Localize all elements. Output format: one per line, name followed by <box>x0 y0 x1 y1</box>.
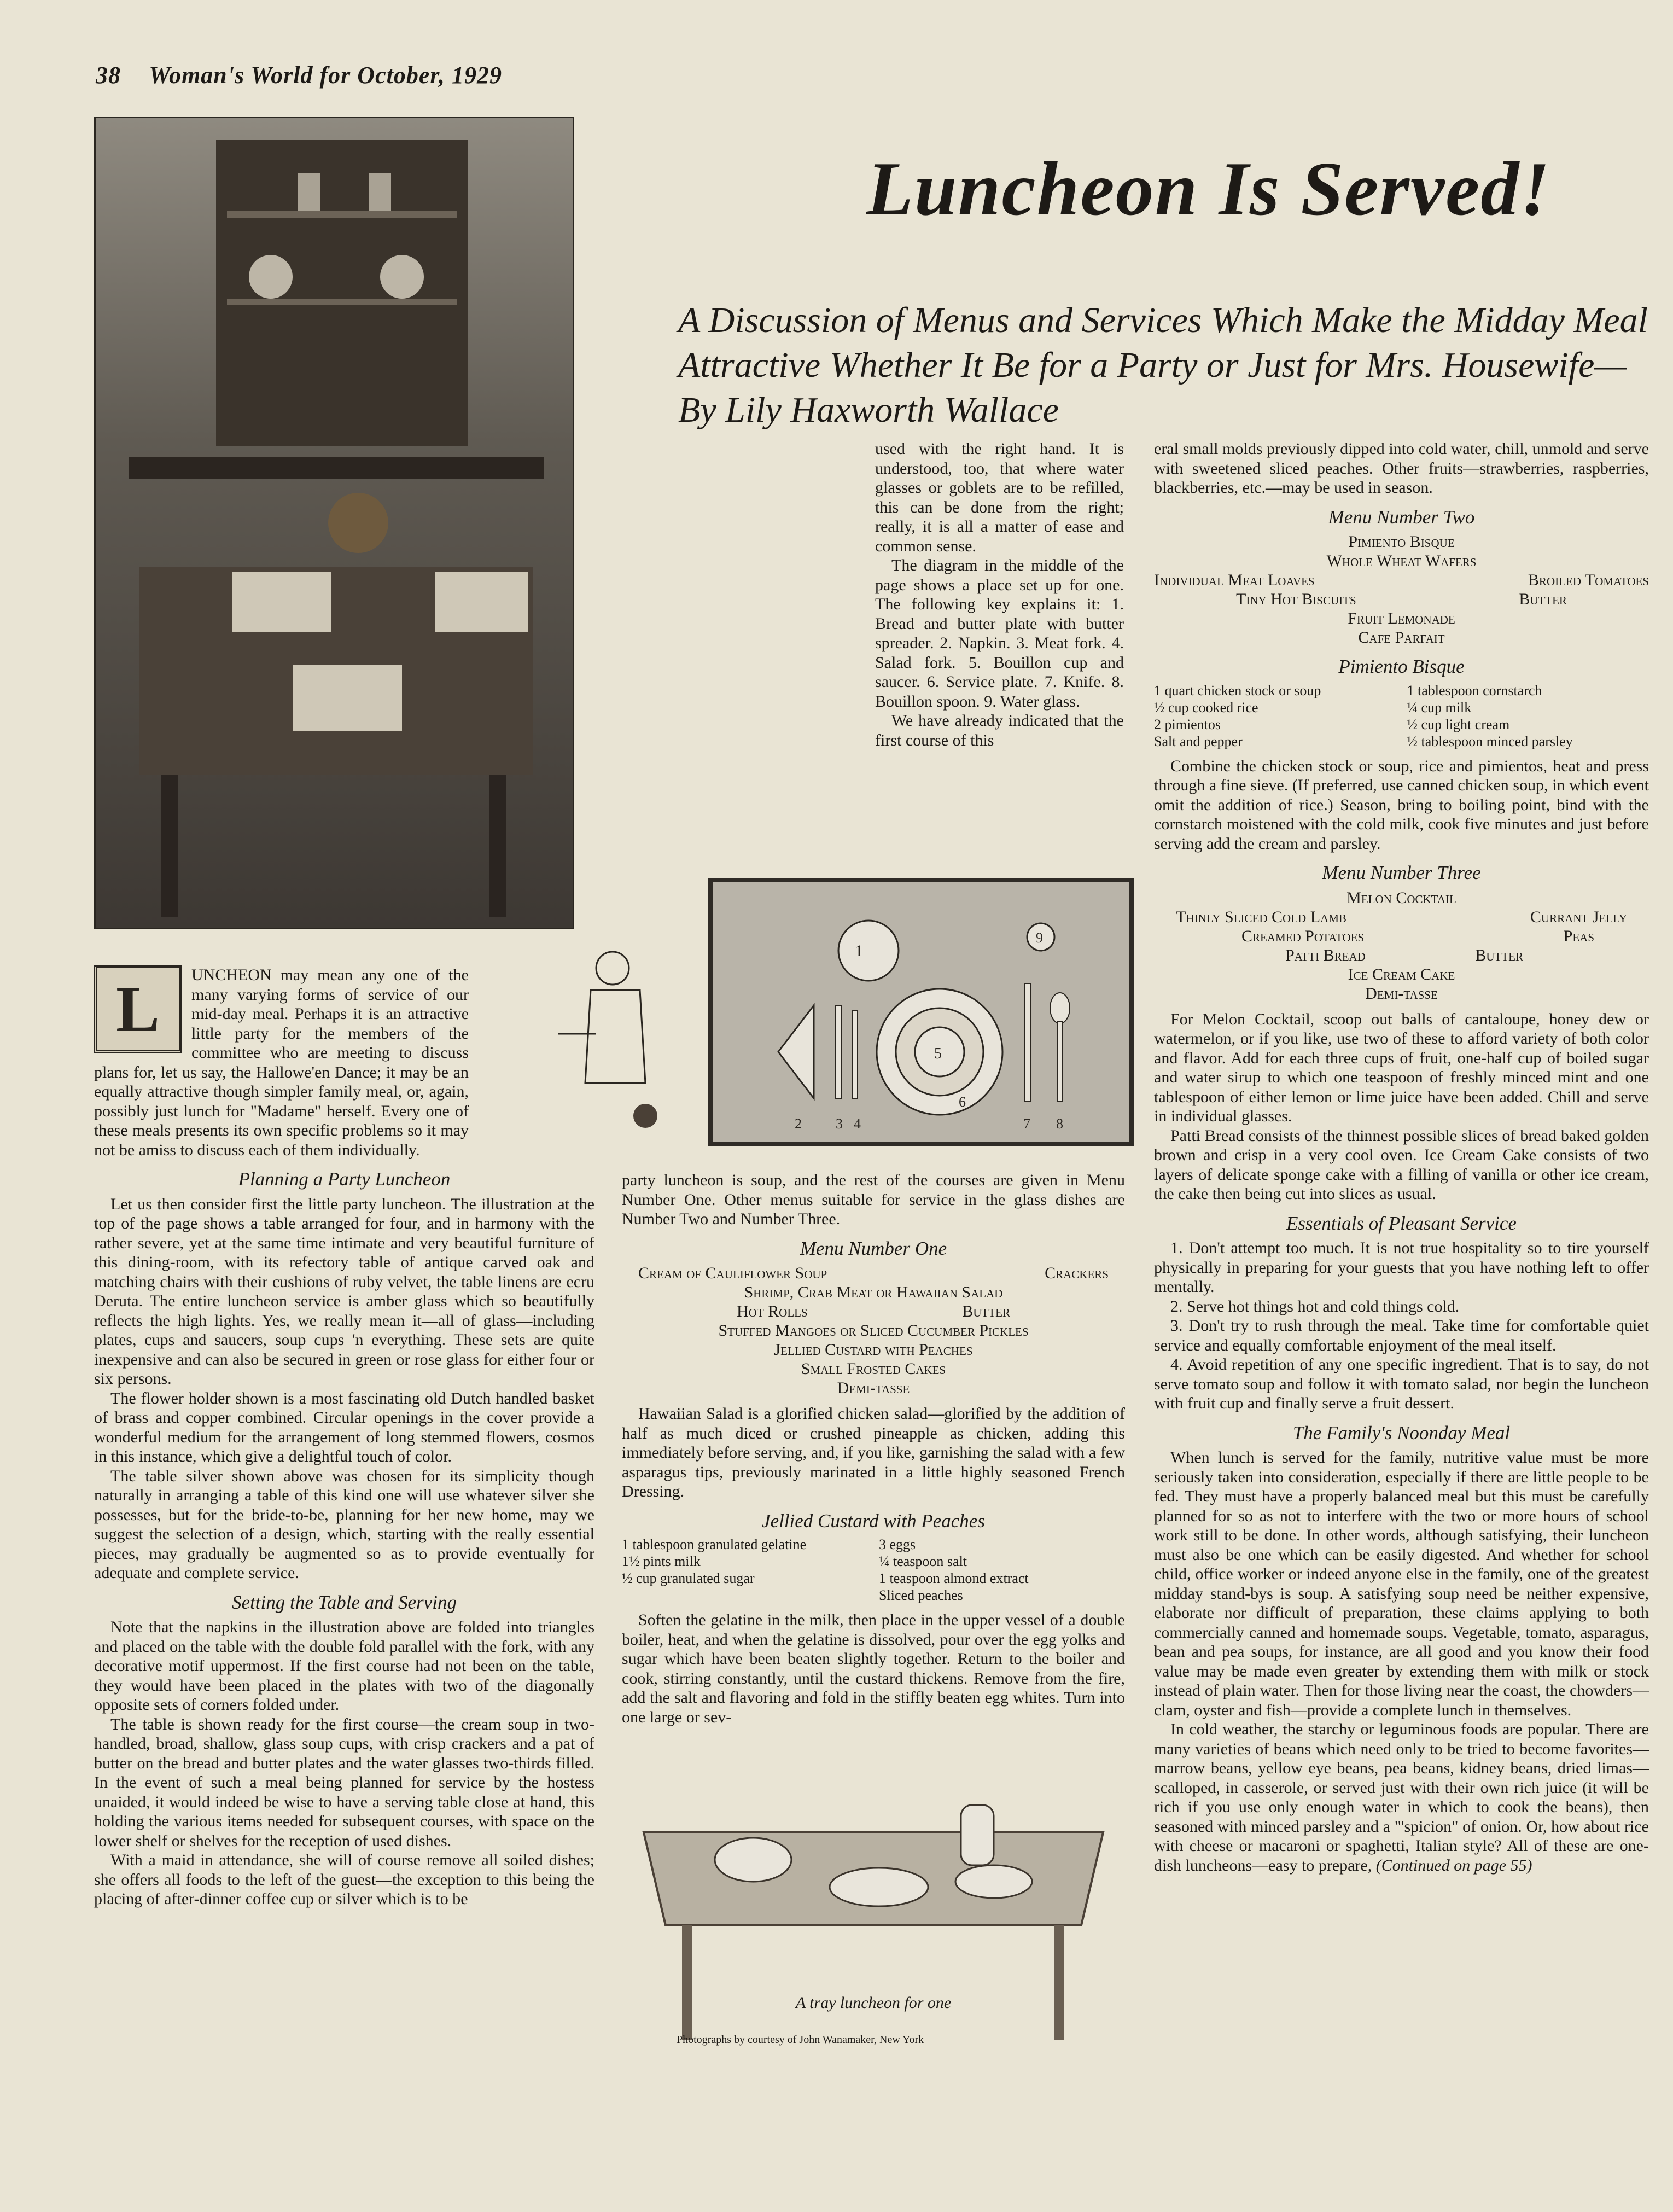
heading-party-luncheon: Planning a Party Luncheon <box>238 1168 451 1190</box>
bisque-ingredients <box>1154 682 1649 750</box>
menu-item: Cafe Parfait <box>1358 628 1445 647</box>
intro-paragraph: UNCHEON may mean any one of the many varying forms of service of our mid-day meal. Perhaps it is an attractive little party for the members of the committee who are meeting to discuss plans for, let us say, the Hallowe'en Dance; it may be an equally attractive though simpler family meal, or, again, possibly just lunch for "Madame" herself. Every one of these meals presents its own specific problems so it may not be amiss to discuss each of them individually. <box>94 966 469 1159</box>
paragraph: eral small molds previously dipped into cold water, chill, unmold and serve with sweetened sliced peaches. Other fruits—strawberries, raspberries, blackberries, etc.—may be used in season. <box>1154 440 1649 497</box>
menu-one <box>622 1264 1125 1398</box>
paragraph: The diagram in the middle of the page shows a place set up for one. The following key explains it: 1. Bread and butter plate with butter spreader. 2. Napkin. 3. Meat fork. 4. Salad fork. 5. Bouillon cup and saucer. 6. Service plate. 7. Knife. 8. Bouillon spoon. 9. Water glass. <box>875 556 1124 711</box>
menu-item: Whole Wheat Wafers <box>1326 552 1477 570</box>
paragraph: Note that the napkins in the illustration above are folded into triangles and placed on the table with the double fold parallel with the fork, with any decorative motif uppermost. If the first course had not been on the table, they would have been placed in the plates with two of the diagonally opposite sets of corners folded under. <box>94 1618 594 1714</box>
menu-item: Butter <box>962 1302 1010 1320</box>
paragraph: The flower holder shown is a most fascinating old Dutch handled basket of brass and copper combined. Circular openings in the cover provide a wonderful medium for the arrangement of long stemmed flowers, cosmos in this instance, which give a delightful touch of color. <box>94 1389 594 1465</box>
paragraph: The table is shown ready for the first course—the cream soup in two-handled, broad, shallow, glass soup cups, with crisp crackers and a pat of butter on the bread and butter plates and the water glasses two-thirds filled. In the event of such a meal being planned for service by the hostess unaided, it would indeed be wise to have a serving table close at hand, this holding the various items needed for subsequent courses, with space on the lower shelf or shelves for the reception of used dishes. <box>94 1715 594 1850</box>
diagram-label: 5 <box>934 1045 942 1062</box>
paragraph <box>1154 1720 1649 1875</box>
paragraph: With a maid in attendance, she will of course remove all soiled dishes; she offers all foods to the left of the guest—the exception to this being the placing of after-dinner coffee cup or silver which is to be <box>94 1851 594 1908</box>
ingredient: ½ cup light cream <box>1407 716 1510 732</box>
ingredient: ½ cup granulated sugar <box>622 1570 755 1586</box>
tray-illustration <box>622 1800 1125 2051</box>
dining-room-photo <box>94 117 574 929</box>
menu-item: Pimiento Bisque <box>1348 533 1455 551</box>
photo-credit: Photographs by courtesy of John Wanamaker, New York <box>677 2034 924 2046</box>
heading-setting-table: Setting the Table and Serving <box>232 1591 457 1613</box>
paragraph: We have already indicated that the first course of this <box>875 712 1124 749</box>
ingredient: 1 quart chicken stock or soup <box>1154 682 1321 698</box>
menu-item: Ice Cream Cake <box>1348 965 1455 983</box>
menu-item: Currant Jelly <box>1530 907 1627 926</box>
magazine-name: Woman's World for October, 1929 <box>149 62 503 89</box>
heading-jellied-custard: Jellied Custard with Peaches <box>762 1510 985 1532</box>
ingredient: ¼ cup milk <box>1407 699 1472 715</box>
custard-ingredients <box>622 1536 1125 1604</box>
paragraph: 2. Serve hot things hot and cold things cold. <box>1170 1297 1460 1315</box>
page-header <box>96 61 502 89</box>
ingredient: 1 tablespoon granulated gelatine <box>622 1536 807 1552</box>
continued-note: (Continued on page 55) <box>1375 1856 1532 1875</box>
menu-item: Individual Meat Loaves <box>1154 571 1315 589</box>
ingredient: 1 teaspoon almond extract <box>879 1570 1029 1586</box>
menu-item: Butter <box>1475 946 1523 964</box>
place-setting-diagram <box>708 878 1134 1146</box>
paragraph: 4. Avoid repetition of any one specific ingredient. That is to say, do not serve tomato soup and follow it with tomato salad, nor begin the luncheon with fruit cup and finally serve a fruit dessert. <box>1154 1355 1649 1412</box>
column-1 <box>94 965 594 1909</box>
ingredient: Sliced peaches <box>879 1587 963 1603</box>
diagram-label: 4 <box>854 1116 861 1132</box>
page-number: 38 <box>96 62 121 89</box>
paragraph: Patti Bread consists of the thinnest possible slices of bread baked golden brown and crisp in a very cool oven. Ice Cream Cake consists of two layers of delicate sponge cake with a filling of vanilla or other ice cream, the cake then being cut into slices as usual. <box>1154 1126 1649 1203</box>
paragraph: party luncheon is soup, and the rest of the courses are given in Menu Number One. Other menus suitable for service in the glass dishes are Number Two and Number Three. <box>622 1171 1125 1228</box>
article-title: Luncheon Is Served! <box>866 147 1551 231</box>
menu-item: Jellied Custard with Peaches <box>774 1341 973 1359</box>
ingredient: ½ cup cooked rice <box>1154 699 1258 715</box>
diagram-label: 8 <box>1056 1116 1063 1132</box>
paragraph: Soften the gelatine in the milk, then place in the upper vessel of a double boiler, heat, and when the gelatine is dissolved, pour over the egg yolks and sugar which have been beaten slightly together. Return to the boiler and cook, stirring constantly, until the custard thickens. Remove from the fire, add the salt and flavoring and fold in the stiffly beaten egg whites. Turn into one large or sev- <box>622 1611 1125 1726</box>
menu-three <box>1154 888 1649 1003</box>
diagram-label: 1 <box>855 942 863 960</box>
menu-item: Shrimp, Crab Meat or Hawaiian Salad <box>744 1283 1003 1301</box>
menu-item: Fruit Lemonade <box>1348 609 1455 627</box>
paragraph: 1. Don't attempt too much. It is not true hospitality so to tire yourself physically in preparing for your guests that you have nothing left to offer mentally. <box>1154 1239 1649 1296</box>
menu-item: Peas <box>1563 927 1594 945</box>
column-2-top <box>875 439 1124 750</box>
heading-menu-three: Menu Number Three <box>1322 862 1481 883</box>
diagram-label: 2 <box>795 1116 802 1132</box>
paragraph: When lunch is served for the family, nutritive value must be more seriously taken into consideration, especially if there are little people to be fed. They must have a properly balanced meal but this must be carefully planned for so as not to interfere with the two or more hours of school work still to be done. In other words, although satisfying, their luncheon must also be one which can be easily digested. And whether for school child, office worker or indeed anyone else in the family, one of the greatest midday stand-bys is soup. A satisfying soup need be neither expensive, elaborate nor difficult of preparation, these claims applying to both commercially canned and homemade soups. Vegetable, tomato, asparagus, bean and pea soups, for instance, are all good and you know their food value may be made even greater by extending them with milk or stock instead of plain water. Then for those living near the coast, the chowders—clam, oyster and fish—provide a complete lunch in themselves. <box>1154 1448 1649 1719</box>
ingredient: ¼ teaspoon salt <box>879 1553 967 1569</box>
paragraph: The table silver shown above was chosen for its simplicity though naturally in arranging a table of this kind one will use whatever silver she possesses, but for the bride-to-be, planning for her new home, may we suggest the selection of a design, which, starting with the really essential pieces, may gradually be augmented so as to provide eventually for adequate and complete service. <box>94 1466 594 1582</box>
diagram-label: 7 <box>1023 1116 1030 1132</box>
menu-item: Creamed Potatoes <box>1241 927 1365 945</box>
paragraph: Combine the chicken stock or soup, rice and pimientos, heat and press through a fine sieve. (If preferred, use canned chicken soup, in which event omit the addition of rice.) Season, bring to boiling point, bind with the cornstarch moistened with the cold milk, cook five minutes and just before serving add the cream and parsley. <box>1154 756 1649 853</box>
maid-illustration <box>552 941 678 1138</box>
tray-photo <box>622 1800 1125 2051</box>
paragraph-text: In cold weather, the starchy or leguminous foods are popular. There are many varieties of beans which need only to be tried to become favorites—marrow beans, yellow eye beans, pea beans, kidney beans, dried limas—scalloped, in casserole, or served just with their own rich juice (it will be rich if you use only enough water in which to cook the beans), then seasoned with minced parsley and a "'spicion" of onion. Or, how about rice with cheese or macaroni or spaghetti, Italian style? All of these are one-dish luncheons—easy to prepare, <box>1154 1720 1649 1875</box>
ingredient: Salt and pepper <box>1154 733 1243 749</box>
menu-item: Melon Cocktail <box>1346 888 1456 907</box>
menu-item: Broiled Tomatoes <box>1528 571 1649 589</box>
ingredient: 1½ pints milk <box>622 1553 701 1569</box>
heading-menu-one: Menu Number One <box>800 1237 947 1259</box>
heading-pimiento-bisque: Pimiento Bisque <box>1338 656 1465 677</box>
place-setting-drawing <box>713 882 1129 1142</box>
paragraph: For Melon Cocktail, scoop out balls of cantaloupe, honey dew or watermelon, or if you like, use two of these to afford variety of both color and flavor. Add for each three cups of fruit, one-half cup of boiled sugar and water sirup to which one teaspoon of freshly minced mint and one tablespoon of either lemon or lime juice have been added. Chill and serve in individual glasses. <box>1154 1010 1649 1125</box>
heading-essentials: Essentials of Pleasant Service <box>1286 1212 1517 1234</box>
paragraph: Hawaiian Salad is a glorified chicken salad—glorified by the addition of half as much diced or crushed pineapple as chicken, adding this immediately before serving, and, if you like, garnishing the salad with a few asparagus tips, previously marinated in a little highly seasoned French Dressing. <box>622 1405 1125 1500</box>
diagram-label: 3 <box>836 1116 843 1132</box>
ingredient: 2 pimientos <box>1154 716 1221 732</box>
menu-item: Demi-tasse <box>837 1379 910 1397</box>
menu-two <box>1154 532 1649 647</box>
article-subtitle: A Discussion of Menus and Services Which Make the Midday Meal Attractive Whether It Be for a Party or Just for Mrs. Housewife—By Lily Haxworth Wallace <box>678 300 1648 430</box>
heading-family-meal: The Family's Noonday Meal <box>1292 1422 1511 1443</box>
menu-item: Tiny Hot Biscuits <box>1236 590 1356 608</box>
diagram-label: 9 <box>1036 930 1043 946</box>
paragraph: used with the right hand. It is understood, too, that where water glasses or goblets are to be refilled, this can be done from the right; really, it is all a matter of ease and common sense. <box>875 440 1124 555</box>
menu-item: Cream of Cauliflower Soup <box>638 1264 827 1282</box>
ingredient: ½ tablespoon minced parsley <box>1407 733 1573 749</box>
column-3 <box>1154 439 1649 1875</box>
menu-item: Butter <box>1519 590 1567 608</box>
tray-caption: A tray luncheon for one <box>795 1994 952 2012</box>
paragraph: Let us then consider first the little party luncheon. The illustration at the top of the page shows a table arranged for four, and in harmony with the rather severe, yet at the same time intimate and very beautiful furniture of this dining-room, with its refectory table of antique carved oak and matching chairs with their cushions of ruby velvet, the table linens are ecru Deruta. The entire luncheon service is amber glass which so beautifully reflects the high lights. Yes, we really mean it—all of glass—including plates, cups and saucers, soup cups 'n everything. These sets are quite inexpensive and can also be secured in green or rose glass for either four or six persons. <box>94 1195 594 1388</box>
menu-item: Hot Rolls <box>737 1302 808 1320</box>
menu-item: Stuffed Mangoes or Sliced Cucumber Pickles <box>718 1322 1029 1340</box>
dining-room-illustration <box>96 118 573 928</box>
paragraph: 3. Don't try to rush through the meal. Take time for comfortable quiet service and equally comfortable enjoyment of the meal itself. <box>1154 1317 1649 1354</box>
column-2 <box>622 1171 1125 1727</box>
menu-item: Patti Bread <box>1285 946 1366 964</box>
heading-menu-two: Menu Number Two <box>1328 506 1475 528</box>
menu-item: Small Frosted Cakes <box>801 1360 946 1378</box>
drop-cap: L <box>94 965 182 1053</box>
menu-item: Demi-tasse <box>1365 984 1438 1003</box>
menu-item: Thinly Sliced Cold Lamb <box>1176 907 1346 926</box>
ingredient: 1 tablespoon cornstarch <box>1407 682 1542 698</box>
diagram-label: 6 <box>959 1094 966 1110</box>
ingredient <box>622 1587 868 1604</box>
ingredient: 3 eggs <box>879 1536 916 1552</box>
menu-item: Crackers <box>1045 1264 1109 1282</box>
